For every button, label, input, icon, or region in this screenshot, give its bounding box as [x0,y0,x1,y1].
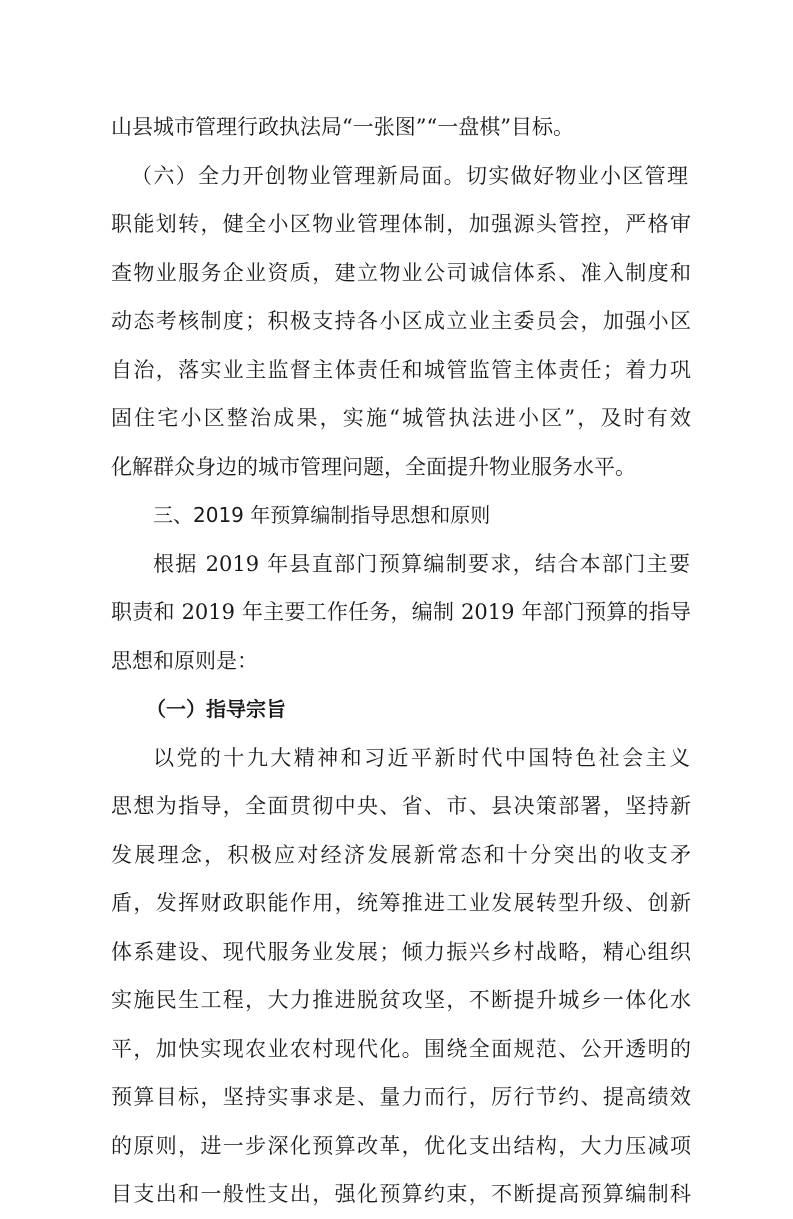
document-body [111,103,691,1219]
paragraph-line: 思想为指导，全面贯彻中央、省、市、县决策部署，坚持新 [111,794,691,818]
paragraph-line: 查物业服务企业资质，建立物业公司诚信体系、准入制度和 [111,260,691,285]
section-heading: 三、2019 年预算编制指导思想和原则 [153,503,491,527]
paragraph-line: 的原则，进一步深化预算改革，优化支出结构，大力压减项 [111,1133,691,1158]
paragraph-line: 目支出和一般性支出，强化预算约束，不断提高预算编制科 [111,1182,691,1206]
paragraph-line: 职能划转，健全小区物业管理体制，加强源头管控，严格审 [111,212,691,236]
paragraph-line: 思想和原则是： [111,648,258,673]
paragraph-line: 动态考核制度；积极支持各小区成立业主委员会，加强小区 [111,309,691,333]
paragraph-line: 平，加快实现农业农村现代化。围绕全面规范、公开透明的 [111,1036,691,1061]
paragraph-line: 实施民生工程，大力推进脱贫攻坚，不断提升城乡一体化水 [111,988,691,1012]
paragraph-line: 预算目标，坚持实事求是、量力而行，厉行节约、提高绩效 [111,1085,691,1109]
paragraph-line: （六）全力开创物业管理新局面。切实做好物业小区管理 [131,163,688,188]
paragraph-line: 固住宅小区整治成果，实施“城管执法进小区”，及时有效 [111,406,691,430]
subsection-heading: （一）指导宗旨 [146,697,286,721]
paragraph-line: 发展理念，积极应对经济发展新常态和十分突出的收支矛 [111,842,691,867]
paragraph-line: 化解群众身边的城市管理问题，全面提升物业服务水平。 [111,454,636,479]
paragraph-line: 体系建设、现代服务业发展；倾力振兴乡村战略，精心组织 [111,939,691,964]
paragraph-line: 以党的十九大精神和习近平新时代中国特色社会主义 [153,745,690,770]
paragraph-line: 自治，落实业主监督主体责任和城管监管主体责任；着力巩 [111,357,691,382]
paragraph-line: 山县城市管理行政执法局“一张图”“一盘棋”目标。 [111,115,574,139]
paragraph-line: 职责和 2019 年主要工作任务，编制 2019 年部门预算的指导 [111,600,691,624]
paragraph-line: 根据 2019 年县直部门预算编制要求，结合本部门主要 [153,551,690,576]
paragraph-line: 盾，发挥财政职能作用，统筹推进工业发展转型升级、创新 [111,891,691,915]
